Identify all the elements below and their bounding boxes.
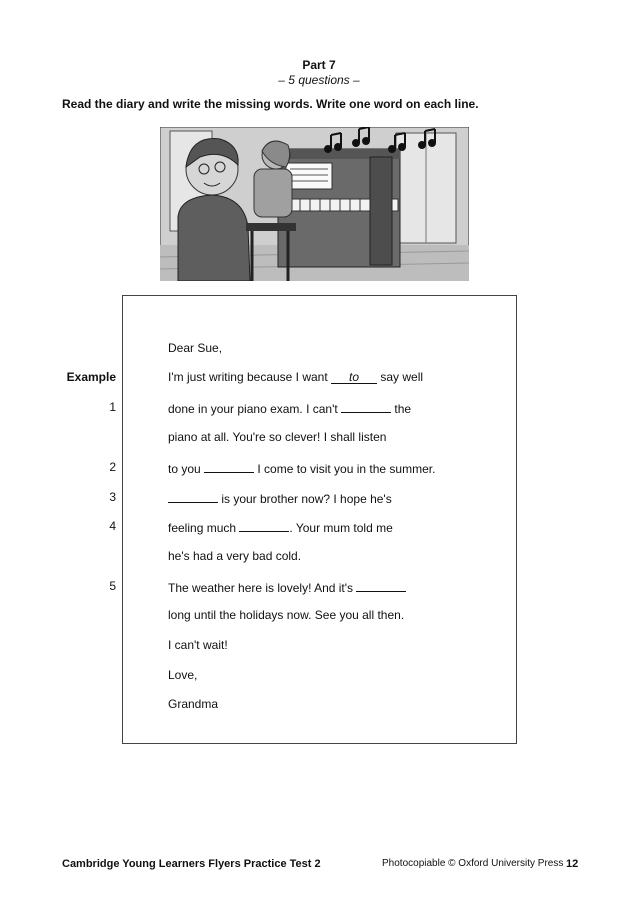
diary-line — [168, 430, 386, 444]
piano-lesson-illustration — [160, 127, 469, 281]
footer-title: Cambridge Young Learners Flyers Practice Test 2 — [62, 858, 321, 870]
diary-text: done in your piano exam. I can't — [168, 402, 342, 416]
diary-line — [168, 460, 435, 476]
diary-text: Grandma — [168, 697, 219, 711]
question-number: 5 — [109, 579, 116, 593]
diary-line — [168, 341, 222, 355]
answer-blank[interactable] — [168, 490, 218, 503]
diary-line — [168, 549, 301, 563]
diary-line — [168, 697, 218, 711]
questions-count: – 5 questions – — [278, 73, 360, 87]
answer-blank[interactable] — [356, 579, 406, 592]
question-number: 4 — [109, 519, 116, 533]
diary-text: say well — [377, 370, 424, 384]
diary-line — [168, 370, 423, 384]
page-number: 12 — [566, 858, 579, 870]
diary-line — [168, 608, 404, 622]
diary-line — [168, 668, 197, 682]
part-title: Part 7 — [302, 58, 336, 72]
diary-text: piano at all. You're so clever! I shall listen — [168, 430, 387, 444]
diary-text: long until the holidays now. See you all then. — [168, 608, 405, 622]
diary-text: Love, — [168, 668, 198, 682]
example-answer: to — [331, 371, 377, 384]
diary-text: I come to visit you in the summer. — [254, 462, 436, 476]
example-label: Example — [66, 370, 116, 384]
diary-text: . Your mum told me — [289, 521, 393, 535]
diary-text: The weather here is lovely! And it's — [168, 581, 357, 595]
diary-text: feeling much — [168, 521, 240, 535]
question-number: 3 — [109, 490, 116, 504]
diary-line — [168, 579, 406, 595]
answer-blank[interactable] — [341, 400, 391, 413]
diary-text: he's had a very bad cold. — [168, 549, 302, 563]
diary-text: to you — [168, 462, 205, 476]
question-number: 2 — [109, 460, 116, 474]
diary-text: I'm just writing because I want — [168, 370, 332, 384]
diary-text: I can't wait! — [168, 638, 228, 652]
diary-line — [168, 519, 393, 535]
answer-blank[interactable] — [204, 460, 254, 473]
instructions: Read the diary and write the missing words. Write one word on each line. — [62, 97, 479, 111]
diary-text: is your brother now? I hope he's — [218, 492, 392, 506]
diary-line — [168, 400, 411, 416]
footer-copyright: Photocopiable © Oxford University Press — [382, 858, 564, 869]
answer-blank[interactable] — [239, 519, 289, 532]
diary-text: Dear Sue, — [168, 341, 223, 355]
question-number: 1 — [109, 400, 116, 414]
diary-text: the — [391, 402, 412, 416]
diary-line — [168, 490, 392, 506]
diary-line — [168, 638, 228, 652]
